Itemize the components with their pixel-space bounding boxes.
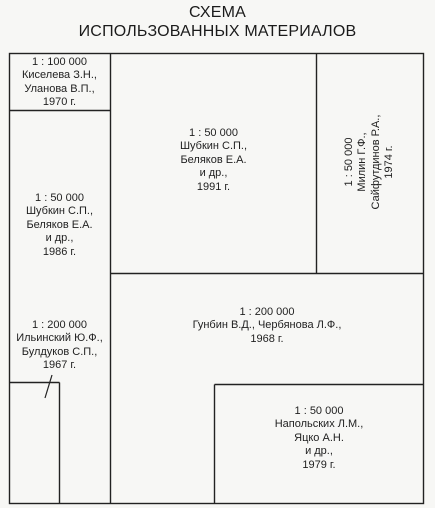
cell-gunbin-authors: Гунбин В.Д., Чербянова Л.Ф., [192, 319, 342, 332]
cell-milin [343, 92, 397, 232]
cell-napolskih-year: 1979 г. [302, 458, 336, 471]
cell-milin-year: 1974 г. [383, 145, 396, 179]
cell-kiseleva-year: 1970 г. [42, 96, 77, 109]
cell-kiseleva [9, 56, 110, 110]
cell-napolskih-author-3: и др., [305, 445, 333, 458]
diagram-subtitle: ИСПОЛЬЗОВАННЫХ МАТЕРИАЛОВ [78, 23, 357, 40]
cell-kiseleva-author-1: Киселева З.Н., [22, 69, 97, 82]
cell-shubkin-1986-scale: 1 : 50 000 [35, 192, 84, 204]
cell-ilyinsky-author-1: Ильинский Ю.Ф., [16, 332, 103, 345]
cell-kiseleva-author-2: Уланова В.П., [24, 82, 95, 95]
cell-ilyinsky-author-2: Булдуков С.П., [21, 345, 98, 358]
cell-milin-author-2: Сайфутдинов Р.А., [369, 114, 382, 210]
cell-shubkin-1991-author-3: и др., [199, 167, 228, 180]
cell-shubkin-1991-author-1: Шубкин С.П., [179, 140, 248, 153]
cell-milin-scale: 1 : 50 000 [343, 137, 355, 187]
cell-shubkin-1991-year: 1991 г. [196, 180, 231, 193]
cell-gunbin-scale: 1 : 200 000 [239, 306, 295, 318]
cell-napolskih [215, 405, 423, 472]
cell-kiseleva-scale: 1 : 100 000 [31, 56, 88, 68]
cell-napolskih-author-1: Напольских Л.М., [274, 418, 364, 431]
cell-napolskih-author-2: Яцко А.Н. [294, 431, 344, 444]
cell-ilyinsky [9, 319, 110, 373]
cell-napolskih-scale: 1 : 50 000 [294, 405, 344, 417]
cell-shubkin-1991 [111, 127, 316, 194]
leader-line [45, 375, 52, 398]
cell-shubkin-1986-author-2: Беляков Е.А. [26, 218, 93, 231]
cell-ilyinsky-scale: 1 : 200 000 [31, 319, 88, 331]
cell-milin-author-1: Милин Г.Ф., [356, 132, 369, 192]
cell-ilyinsky-year: 1967 г. [42, 359, 77, 372]
cell-shubkin-1986-author-3: и др., [45, 232, 74, 245]
cell-gunbin [111, 306, 423, 346]
diagram-title: СХЕМА [189, 4, 246, 21]
cell-shubkin-1991-scale: 1 : 50 000 [189, 127, 238, 139]
cell-shubkin-1991-author-2: Беляков Е.А. [180, 153, 247, 166]
cell-gunbin-year: 1968 г. [250, 332, 284, 345]
cell-shubkin-1986-year: 1986 г. [42, 245, 77, 258]
cell-shubkin-1986 [9, 192, 110, 259]
cell-shubkin-1986-author-1: Шубкин С.П., [25, 205, 94, 218]
